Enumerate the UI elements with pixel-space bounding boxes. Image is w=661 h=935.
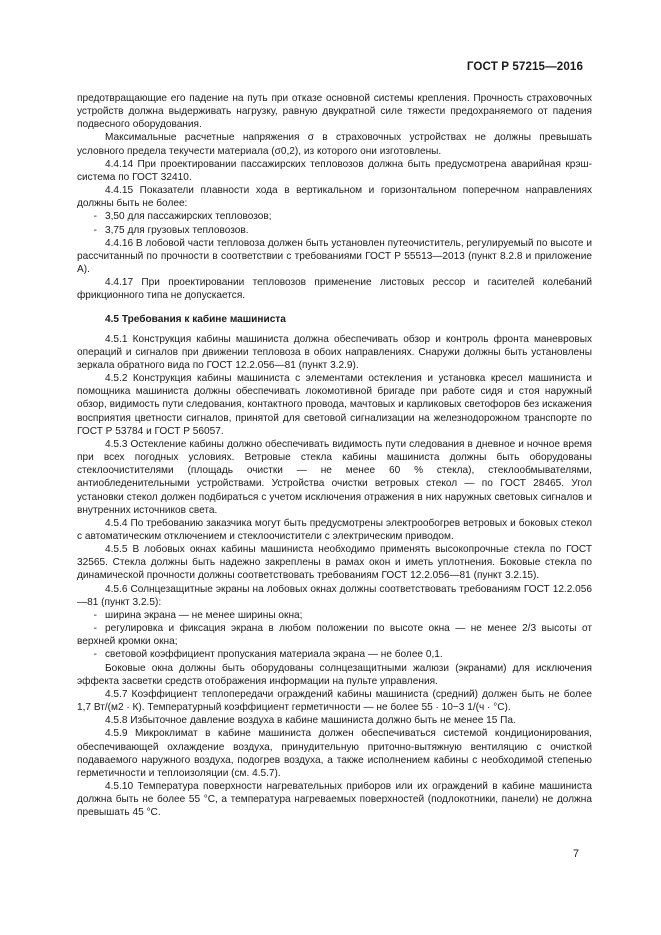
list-item-text: 3,75 для грузовых тепловозов. bbox=[105, 224, 249, 236]
paragraph: предотвращающие его падение на путь при отказе основной системы крепления. Прочность страховочных устройств должна выдерживать нагрузку, равную двукратной силе тяжести предохраняемого от падения подвесного оборудования. bbox=[77, 93, 592, 131]
list-item-text: 3,50 для пассажирских тепловозов; bbox=[105, 211, 272, 223]
paragraph: 4.4.15 Показатели плавности хода в вертикальном и горизонтальном поперечном направлениях должны быть не более: bbox=[77, 185, 592, 210]
list-item bbox=[77, 648, 592, 661]
list-item-text: световой коэффициент пропускания материала экрана — не более 0,1. bbox=[105, 649, 443, 661]
paragraph: 4.5.6 Солнцезащитные экраны на лобовых окнах должны соответствовать требованиям ГОСТ 12.2.056—81 (пункт 3.2.5): bbox=[77, 583, 592, 608]
paragraph: 4.4.16 В лобовой части тепловоза должен быть установлен путеочиститель, регулируемый по высоте и рассчитанный по прочности в соответствии с требованиями ГОСТ Р 55513—2013 (пункт 8.2.8 и приложение А). bbox=[77, 237, 592, 276]
section-title: 4.5 Требования к кабине машиниста bbox=[105, 313, 286, 325]
dash-marker: - bbox=[93, 649, 97, 661]
list-item bbox=[77, 210, 592, 223]
list-item bbox=[77, 224, 592, 237]
paragraph: 4.5.3 Остекление кабины должно обеспечивать видимость пути следования в дневное и ночное время при всех погодных условиях. Ветровые стекла кабины машиниста должны быть оборудованы стеклоочистителями (площадь очистки — не менее 60 % стекла), стеклообмывателями, антиобледенительными устройствами. Устройства очистки ветровых стекол — по ГОСТ 28465. Угол установки стекол должен подбираться с учетом исключения отражения в них наружных световых сигналов и внутренних источников света. bbox=[77, 438, 592, 516]
standard-id: ГОСТ Р 57215—2016 bbox=[466, 60, 583, 73]
document-body bbox=[77, 92, 592, 819]
page-number: 7 bbox=[572, 848, 579, 860]
list-item-text: регулировка и фиксация экрана в любом положении по высоте окна — не менее 2/3 высоты от верхней кромки окна; bbox=[77, 623, 592, 648]
paragraph: 4.5.4 По требованию заказчика могут быть предусмотрены электрообогрев ветровых и боковых стекол с автоматическим отключением и стеклоочистители с электрическим приводом. bbox=[77, 517, 592, 542]
paragraph: 4.5.9 Микроклимат в кабине машиниста должен обеспечиваться системой кондиционирования, обеспечивающей охлаждение воздуха, принудительную приточно-вытяжную вентиляцию с очисткой подаваемого наружного воздуха, подогрев воздуха, а также исполнением кабины с необходимой степенью герметичности и теплоизоляции (см. 4.5.7). bbox=[77, 728, 592, 779]
list-item-text: ширина экрана — не менее ширины окна; bbox=[105, 609, 303, 621]
dash-marker: - bbox=[93, 224, 97, 236]
paragraph: 4.4.14 При проектировании пассажирских тепловозов должна быть предусмотрена аварийная крэш-система по ГОСТ 32410. bbox=[77, 158, 592, 183]
dash-marker: - bbox=[93, 211, 97, 223]
paragraph: 4.5.1 Конструкция кабины машиниста должна обеспечивать обзор и контроль фронта маневровых операций и сигналов при движении тепловоза в обоих направлениях. Снаружи должны быть установлены зеркала обратного вида по ГОСТ 12.2.056—81 (пункт 3.2.9). bbox=[77, 333, 592, 371]
list-item bbox=[77, 609, 592, 622]
paragraph: 4.4.17 При проектировании тепловозов применение листовых рессор и гасителей колебаний фрикционного типа не допускается. bbox=[77, 277, 592, 302]
dash-marker: - bbox=[93, 609, 97, 621]
paragraph: 4.5.2 Конструкция кабины машиниста с элементами остекления и установка кресел машиниста и помощника машиниста должны обеспечивать локомотивной бригаде при работе сидя и стоя наружный обзор, видимость пути следования, контактного провода, мачтовых и карликовых светофоров без искажения восприятия цветности сигналов, принятой для световой сигнализации на железнодорожном транспорте по ГОСТ Р 53784 и ГОСТ Р 56057. bbox=[77, 373, 592, 437]
paragraph: 4.5.10 Температура поверхности нагревательных приборов или их ограждений в кабине машиниста должна быть не более 55 °С, а температура нагреваемых поверхностей (подлокотники, панели) не должна превышать 45 °С. bbox=[77, 780, 592, 819]
paragraph: 4.5.8 Избыточное давление воздуха в кабине машиниста должно быть не менее 15 Па. bbox=[105, 715, 516, 727]
paragraph: 4.5.7 Коэффициент теплопередачи ограждений кабины машиниста (средний) должен быть не более 1,7 Вт/(м2 · К). Температурный коэффициент герметичности — не более 55 · 10−3 1/(ч · °С). bbox=[77, 688, 592, 714]
paragraph: 4.5.5 В лобовых окнах кабины машиниста необходимо применять высокопрочные стекла по ГОСТ 32565. Стекла должны быть надежно закреплены в рамах окон и иметь уплотнения. Боковые стекла по динамической прочности должны соответствовать требованиям ГОСТ 12.2.056—81 (пункт 3.2.15). bbox=[77, 544, 592, 582]
paragraph: Максимальные расчетные напряжения σ в страховочных устройствах не должны превышать условного предела текучести материала (σ0,2), из которого они изготовлены. bbox=[77, 132, 592, 157]
list-item bbox=[77, 622, 592, 648]
paragraph: Боковые окна должны быть оборудованы солнцезащитными жалюзи (экранами) для исключения эффекта засветки средств отображения информации на пульте управления. bbox=[77, 662, 592, 687]
dash-marker: - bbox=[93, 623, 97, 635]
